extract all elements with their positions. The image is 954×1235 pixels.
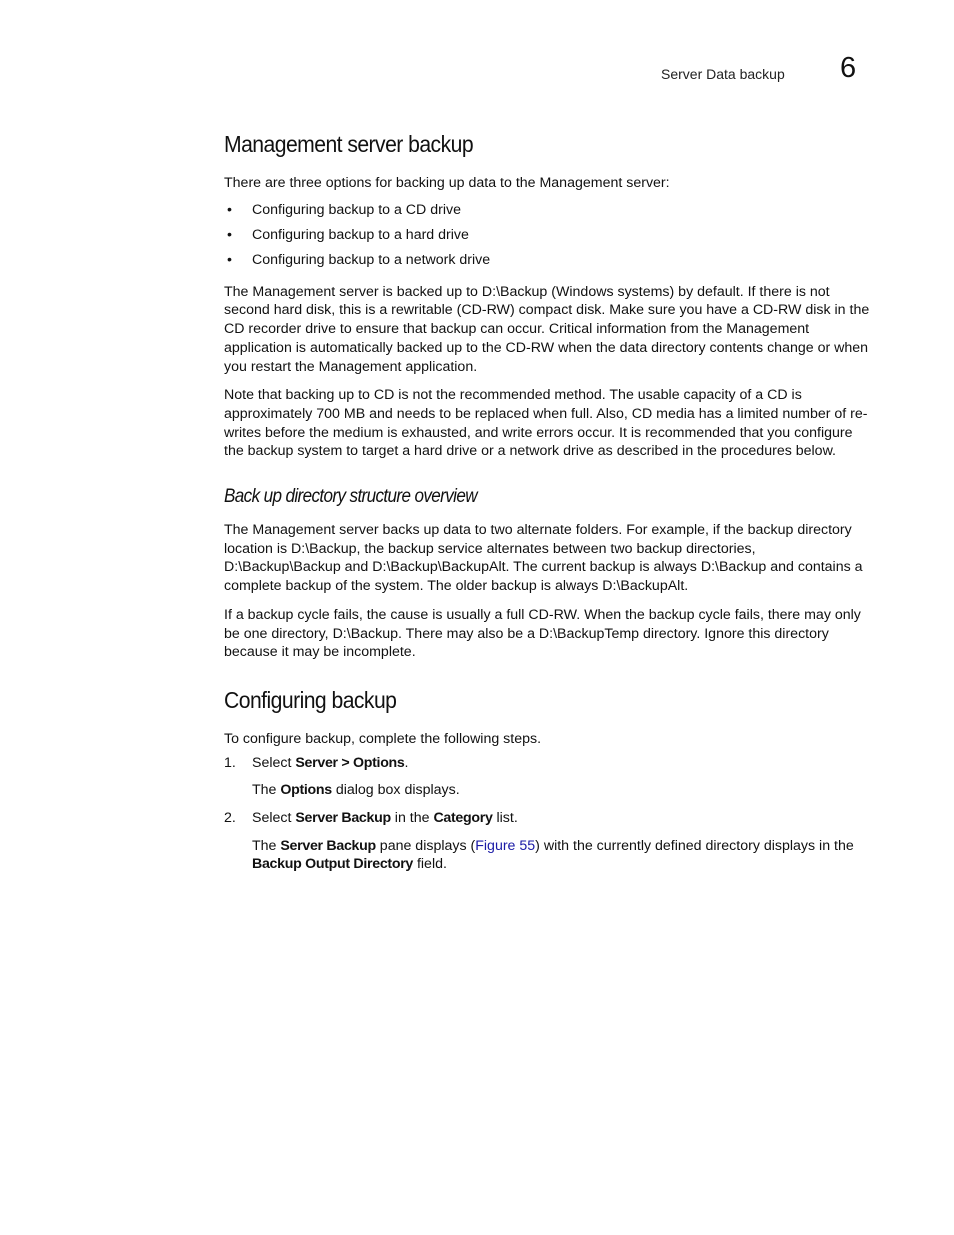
subsection-paragraph-1: The Management server backs up data to two alternate folders. For example, if the backup directory location is D:\Backup, the backup service alternates between two backup directories, D:\Backup\Backup and D:\Backup\BackupAlt. The current backup is always D:\Backup and contains a complete backup of the system. The older backup is always D:\BackupAlt. [224, 522, 863, 595]
step-result [252, 781, 872, 800]
list-item-text: Configuring backup to a network drive [252, 251, 491, 268]
step-result [252, 837, 872, 874]
bullet-icon: • [227, 226, 232, 243]
step-text: dialog box displays. [331, 782, 460, 799]
section-heading-configuring-backup: Configuring backup [224, 686, 397, 713]
procedure-step [224, 754, 872, 800]
step-instruction [252, 809, 872, 828]
subsection-heading-directory-structure: Back up directory structure overview [224, 486, 477, 508]
section1-intro: There are three options for backing up data to the Management server: [224, 175, 670, 191]
step-text: pane displays ( [375, 837, 476, 854]
list-item-text: Configuring backup to a CD drive [252, 201, 461, 218]
bullet-icon: • [227, 251, 232, 268]
header-chapter-number: 6 [840, 52, 857, 84]
ui-label-backup-output-directory: Backup Output Directory [252, 856, 414, 873]
page-content [224, 131, 872, 883]
figure-55-link[interactable]: Figure 55 [475, 837, 536, 854]
procedure-steps [224, 754, 872, 875]
header-section-title: Server Data backup [661, 66, 785, 82]
section1-paragraph-1: The Management server is backed up to D:\Backup (Windows systems) by default. If there is not second hard disk, this is a rewritable (CD-RW) compact disk. Make sure you have a CD-RW disk in the CD recorder drive to ensure that backup can occur. Critical information from the Management application is automatically backed up to the CD-RW when the data directory contents change or when you restart the Management application. [224, 283, 870, 375]
procedure-step [224, 809, 872, 874]
section1-paragraph-2: Note that backing up to CD is not the recommended method. The usable capacity of a CD is approximately 700 MB and needs to be replaced when full. Also, CD media has a limited number of re-writes before the medium is exhausted, and write errors occur. It is recommended that you configure the backup system to target a hard drive or a network drive as described in the procedures below. [224, 387, 868, 460]
step-text: list. [492, 810, 518, 827]
list-item [224, 248, 872, 273]
step-number: 2. [224, 810, 236, 827]
ui-label-server-backup-pane: Server Backup [280, 837, 376, 854]
step-number: 1. [224, 754, 236, 771]
list-item [224, 198, 872, 223]
step-text: Select [252, 754, 296, 771]
step-text: ) with the currently defined directory displays in the [535, 837, 854, 854]
step-text: . [404, 754, 409, 771]
ui-label-options: Options [280, 782, 332, 799]
ui-label-server-options: Server > Options [295, 754, 405, 771]
step-instruction [252, 754, 872, 773]
bullet-icon: • [227, 201, 232, 218]
step-text: field. [413, 856, 447, 873]
ui-label-category: Category [433, 810, 493, 827]
subsection-paragraph-2: If a backup cycle fails, the cause is usually a full CD-RW. When the backup cycle fails, there may only be one directory, D:\Backup. There may also be a D:\BackupTemp directory. Ignore this directory because it may be incomplete. [224, 606, 861, 661]
section2-intro: To configure backup, complete the following steps. [224, 730, 542, 747]
section-heading-management-server-backup: Management server backup [224, 131, 474, 157]
list-item [224, 223, 872, 248]
list-item-text: Configuring backup to a hard drive [252, 226, 469, 243]
step-text: in the [390, 810, 434, 827]
backup-options-list [224, 198, 872, 273]
ui-label-server-backup: Server Backup [295, 810, 391, 827]
step-text: The [252, 837, 281, 854]
step-text: Select [252, 810, 296, 827]
step-text: The [252, 782, 281, 799]
